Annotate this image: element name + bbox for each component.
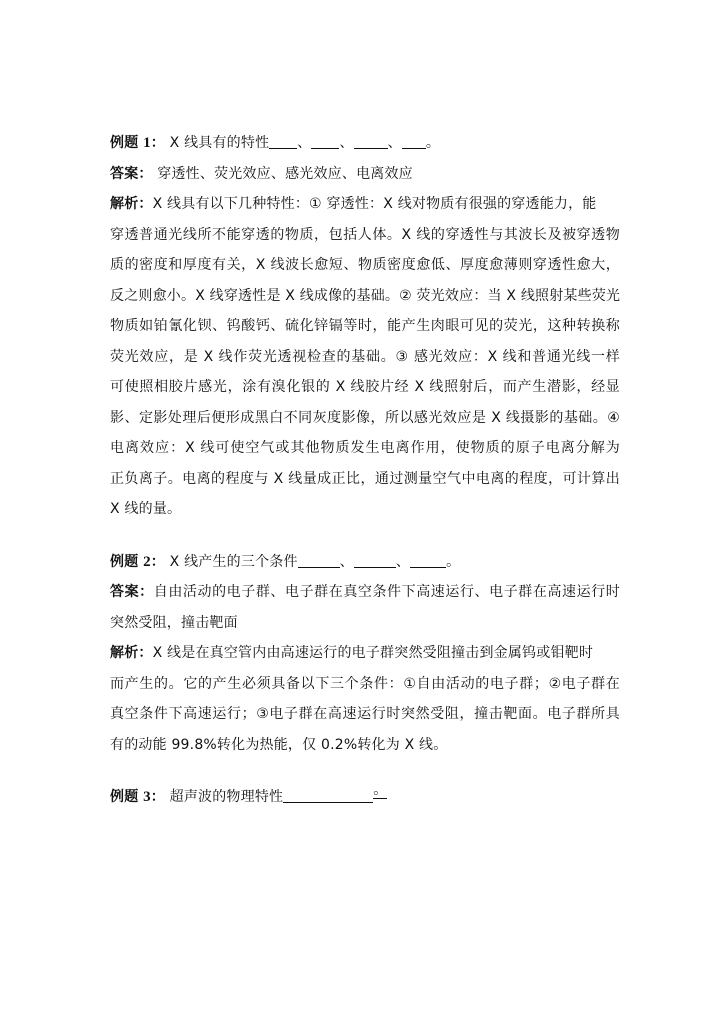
analysis-line: 而产生的。它的产生必须具备以下三个条件：①自由活动的电子群；②电子群在 [110,675,620,692]
example-2-question: 例题 2： X 线产生的三个条件 、 、 。 [110,553,461,570]
answer-blank[interactable] [410,553,446,568]
answer-blank[interactable] [269,134,297,149]
analysis-line: X 线的量。 [110,501,182,517]
analysis-line: 影、定影处理后便形成黑白不同灰度影像，所以感光效应是 X 线摄影的基础。④ [110,409,620,426]
example-2-analysis [110,638,620,760]
answer-text: 自由活动的电子群、电子群在真空条件下高速运行、电子群在高速运行时 [153,584,620,600]
analysis-line: 真空条件下高速运行；③电子群在高速运行时突然受阻，撞击靶面。电子群所具 [110,706,620,722]
answer-text: 穿透性、荧光效应、感光效应、电离效应 [157,165,413,182]
example-1-answer [110,159,620,190]
answer-blank-end: 。 [373,782,388,798]
document-page [110,128,620,813]
analysis-line: X 线是在真空管内由高速运行的电子群突然受阻撞击到金属钨或钼靶时 [152,645,594,661]
analysis-line: X 线具有以下几种特性：① 穿透性：X 线对物质有很强的穿透能力，能 [152,196,597,212]
analysis-line: 穿透普通光线所不能穿透的物质，包括人体。X 线的穿透性与其波长及被穿透物 [110,226,620,243]
answer-blank[interactable] [354,553,396,568]
question-text: 超声波的物理特性 [169,789,284,805]
question-text: X 线具有的特性 [169,135,270,151]
analysis-line: 正负离子。电离的程度与 X 线量成正比，通过测量空气中电离的程度，可计算出 [110,470,620,487]
analysis-line: 荧光效应，是 X 线作荧光透视检查的基础。③ 感光效应：X 线和普通光线一样 [110,348,620,365]
answer-blank[interactable] [283,788,373,803]
analysis-line: 反之则愈小。X 线穿透性是 X 线成像的基础。② 荧光效应：当 X 线照射某些荧光 [110,287,621,304]
answer-label: 答案： [110,165,153,182]
analysis-line: 质的密度和厚度有关，X 线波长愈短、物质密度愈低、厚度愈薄则穿透性愈大， [110,257,620,273]
analysis-label: 解析： [110,645,153,661]
example-3-question: 例题 3： 超声波的物理特性 。 [110,782,388,805]
answer-label: 答案： [110,584,154,600]
analysis-label: 解析： [110,196,153,212]
question-label: 例题 [110,553,139,570]
answer-blank[interactable] [311,134,339,149]
answer-blank[interactable] [354,134,388,149]
question-number: 3 [143,789,151,805]
question-label: 例题 [110,135,139,151]
answer-blank[interactable] [402,134,426,149]
question-text: X 线产生的三个条件 [169,553,298,570]
question-number: 2 [143,553,151,570]
question-number: 1 [143,135,151,151]
example-2-answer [110,577,620,638]
example-1-question: 例题 1： X 线具有的特性 、 、 、 。 [110,135,441,151]
answer-text: 突然受阻，撞击靶面 [110,614,238,631]
answer-blank[interactable] [298,553,340,568]
question-label: 例题 [110,789,139,805]
analysis-line: 电离效应：X 线可使空气或其他物质发生电离作用，使物质的原子电离分解为 [110,440,620,456]
analysis-line: 有的动能 99.8%转化为热能，仅 0.2%转化为 X 线。 [110,736,448,753]
analysis-line: 物质如铂氰化钡、钨酸钙、硫化锌镉等时，能产生肉眼可见的荧光，这种转换称 [110,318,620,334]
analysis-line: 可使照相胶片感光，涂有溴化银的 X 线胶片经 X 线照射后，而产生潜影，经显 [110,379,620,395]
example-1-analysis [110,189,620,525]
